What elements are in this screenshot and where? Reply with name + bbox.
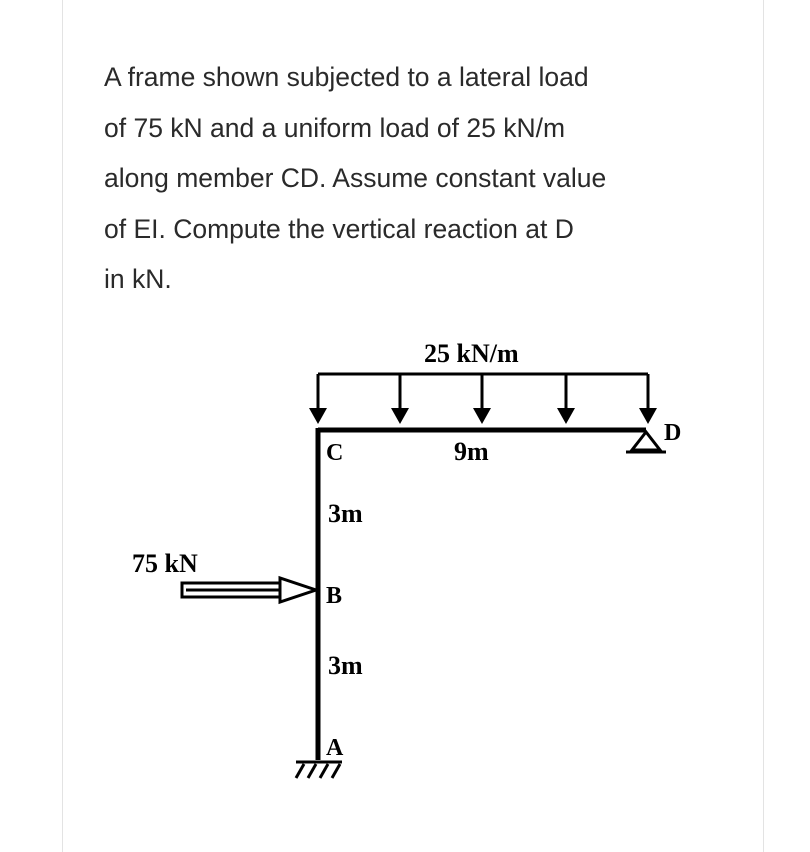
lateral-load-label: 75 kN xyxy=(132,549,198,578)
distributed-load xyxy=(318,374,648,410)
lateral-load-arrow xyxy=(182,578,316,602)
question-line: of EI. Compute the vertical reaction at D xyxy=(104,213,574,244)
question-line: A frame shown subjected to a lateral load xyxy=(104,62,589,92)
question-line: in kN. xyxy=(104,264,172,294)
load-intensity-label: 25 kN/m xyxy=(424,339,519,368)
question-line: along member CD. Assume constant value xyxy=(104,163,607,193)
node-label-a: A xyxy=(326,735,344,761)
fixed-support-a xyxy=(296,762,342,778)
span-label: 9m xyxy=(454,437,489,466)
node-label-d: D xyxy=(664,420,682,446)
question-line: of 75 kN and a uniform load of 25 kN/m xyxy=(104,112,566,143)
upper-column-length-label: 3m xyxy=(328,499,363,528)
node-label-c: C xyxy=(326,440,344,466)
node-label-b: B xyxy=(326,583,343,609)
pin-support-d xyxy=(626,432,666,452)
load-arrowheads xyxy=(309,408,657,424)
lower-column-length-label: 3m xyxy=(328,651,363,680)
